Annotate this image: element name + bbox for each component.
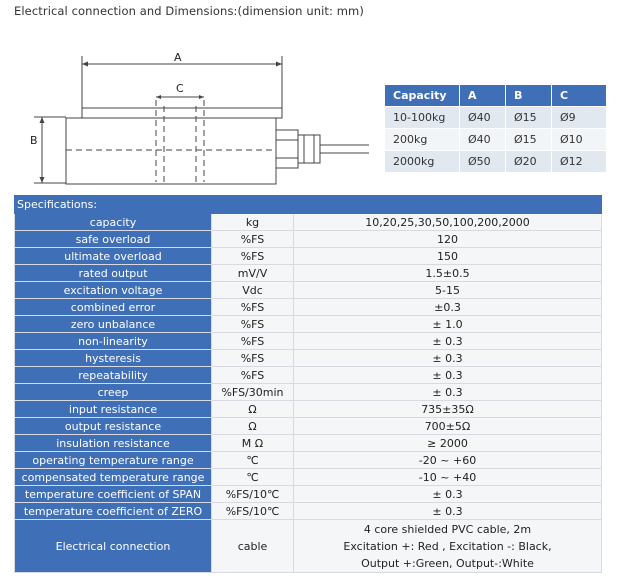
- cable-line-2: Excitation +: Red , Excitation -: Black,: [343, 539, 552, 553]
- param-value: 120: [294, 231, 602, 248]
- param-name: combined error: [15, 299, 212, 316]
- param-unit: %FS: [212, 316, 294, 333]
- arrow-right-a: [276, 62, 282, 67]
- param-value: ≥ 2000: [294, 435, 602, 452]
- param-unit: %FS: [212, 350, 294, 367]
- param-name: input resistance: [15, 401, 212, 418]
- param-value: [294, 520, 602, 573]
- param-name: creep: [15, 384, 212, 401]
- table-row: [15, 316, 602, 333]
- table-row: [15, 486, 602, 503]
- cell: 200kg: [385, 129, 460, 151]
- spec-heading-row: [15, 196, 602, 214]
- table-row: [15, 503, 602, 520]
- header-c: C: [552, 85, 607, 107]
- table-row: [15, 248, 602, 265]
- param-value: 150: [294, 248, 602, 265]
- param-name: zero unbalance: [15, 316, 212, 333]
- param-value: -20 ~ +60: [294, 452, 602, 469]
- table-row: [15, 350, 602, 367]
- param-unit: kg: [212, 214, 294, 231]
- param-name: temperature coefficient of ZERO: [15, 503, 212, 520]
- param-name: compensated temperature range: [15, 469, 212, 486]
- dimension-table-header: [385, 85, 607, 107]
- table-row: [15, 384, 602, 401]
- header-a: A: [460, 85, 506, 107]
- param-name: temperature coefficient of SPAN: [15, 486, 212, 503]
- param-unit: cable: [212, 520, 294, 573]
- param-unit: Vdc: [212, 282, 294, 299]
- param-value: ± 0.3: [294, 486, 602, 503]
- param-value: ± 0.3: [294, 350, 602, 367]
- param-value: ± 0.3: [294, 367, 602, 384]
- table-row: [385, 129, 607, 151]
- param-unit: Ω: [212, 418, 294, 435]
- label-b: B: [30, 134, 38, 147]
- cell: Ø15: [506, 129, 552, 151]
- top-plate: [82, 108, 282, 118]
- table-row: [15, 401, 602, 418]
- spec-heading: Specifications:: [15, 196, 602, 214]
- param-value: ± 0.3: [294, 333, 602, 350]
- cell: 10-100kg: [385, 107, 460, 129]
- param-value: 700±5Ω: [294, 418, 602, 435]
- param-unit: ℃: [212, 469, 294, 486]
- param-unit: M Ω: [212, 435, 294, 452]
- param-unit: ℃: [212, 452, 294, 469]
- param-unit: %FS: [212, 367, 294, 384]
- cell: Ø12: [552, 151, 607, 173]
- param-unit: Ω: [212, 401, 294, 418]
- cell: Ø15: [506, 107, 552, 129]
- table-row: [15, 452, 602, 469]
- specifications-table: [14, 195, 602, 573]
- table-row: [15, 333, 602, 350]
- cell: Ø20: [506, 151, 552, 173]
- param-unit: %FS: [212, 299, 294, 316]
- param-value: ± 0.3: [294, 503, 602, 520]
- param-value: ± 0.3: [294, 384, 602, 401]
- cell: Ø10: [552, 129, 607, 151]
- table-row: [15, 299, 602, 316]
- param-unit: %FS/30min: [212, 384, 294, 401]
- electrical-connection-row: [15, 520, 602, 573]
- header-capacity: Capacity: [385, 85, 460, 107]
- table-row: [15, 231, 602, 248]
- cell: Ø40: [460, 107, 506, 129]
- param-name: operating temperature range: [15, 452, 212, 469]
- param-name: non-linearity: [15, 333, 212, 350]
- param-name: excitation voltage: [15, 282, 212, 299]
- param-unit: mV/V: [212, 265, 294, 282]
- cable-line-1: 4 core shielded PVC cable, 2m: [363, 522, 532, 536]
- table-row: [15, 265, 602, 282]
- cell: 2000kg: [385, 151, 460, 173]
- dimension-drawing: [24, 50, 374, 190]
- param-value: 1.5±0.5: [294, 265, 602, 282]
- table-row: [385, 151, 607, 173]
- page-title: Electrical connection and Dimensions:(dimension unit: mm): [14, 4, 364, 18]
- cable-gland: [276, 130, 298, 168]
- param-value: 5-15: [294, 282, 602, 299]
- param-unit: %FS/10℃: [212, 503, 294, 520]
- param-value: ± 1.0: [294, 316, 602, 333]
- arrow-left-a: [82, 62, 88, 67]
- param-name: rated output: [15, 265, 212, 282]
- param-name: hysteresis: [15, 350, 212, 367]
- param-name: output resistance: [15, 418, 212, 435]
- cell: Ø50: [460, 151, 506, 173]
- param-unit: %FS: [212, 231, 294, 248]
- table-row: [15, 418, 602, 435]
- table-row: [15, 469, 602, 486]
- param-name: safe overload: [15, 231, 212, 248]
- cell: Ø40: [460, 129, 506, 151]
- table-row: [385, 107, 607, 129]
- param-value: 735±35Ω: [294, 401, 602, 418]
- sensor-body: [66, 118, 276, 184]
- table-row: [15, 367, 602, 384]
- param-value: ±0.3: [294, 299, 602, 316]
- param-name: Electrical connection: [15, 520, 212, 573]
- cell: Ø9: [552, 107, 607, 129]
- param-name: insulation resistance: [15, 435, 212, 452]
- table-row: [15, 435, 602, 452]
- dimension-table: [384, 84, 607, 173]
- param-value: -10 ~ +40: [294, 469, 602, 486]
- param-unit: %FS: [212, 333, 294, 350]
- param-value: 10,20,25,30,50,100,200,2000: [294, 214, 602, 231]
- param-name: ultimate overload: [15, 248, 212, 265]
- param-unit: %FS: [212, 248, 294, 265]
- header-b: B: [506, 85, 552, 107]
- param-unit: %FS/10℃: [212, 486, 294, 503]
- label-a: A: [174, 51, 182, 64]
- table-row: [15, 282, 602, 299]
- label-c: C: [176, 82, 184, 95]
- cable-line-3: Output +:Green, Output-:White: [361, 556, 534, 570]
- param-name: repeatability: [15, 367, 212, 384]
- param-name: capacity: [15, 214, 212, 231]
- table-row: [15, 214, 602, 231]
